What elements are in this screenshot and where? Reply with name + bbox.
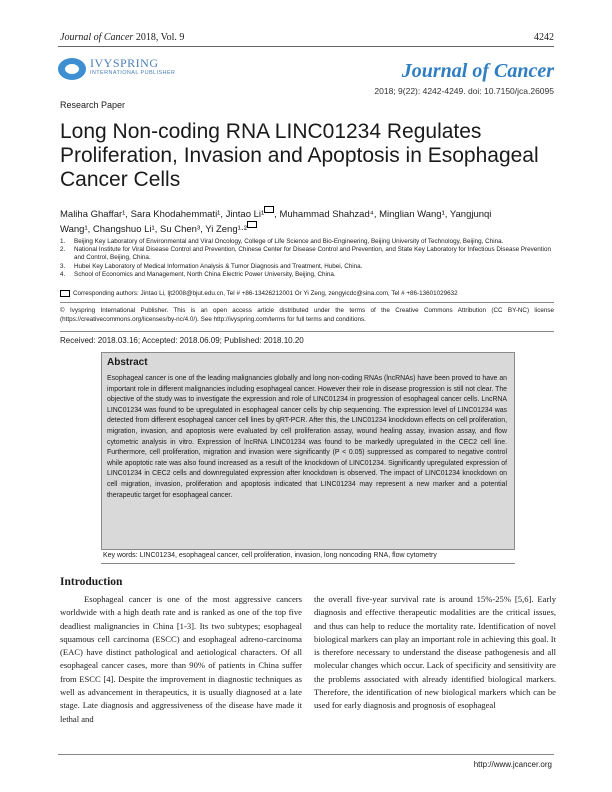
publisher-subtitle: INTERNATIONAL PUBLISHER <box>90 70 176 76</box>
affiliation-item: 3. Hubei Key Laboratory of Medical Information Analysis & Tumor Diagnosis and Treatment, Hubei, China. <box>60 262 363 270</box>
envelope-icon <box>264 206 274 213</box>
body-column-right: the overall five-year survival rate is around 15%-25% [5,6]. Early diagnosis and effective therapeutic modalities are the critical issues, and thus can help to reduce the mortality rate. Identification of novel biological markers can play an important role in achieving this goal. It is therefore necessary to understand the disease pathogenesis and all molecular changes which occur. Lack of specificity and sensitivity are the problems associated with already identified biological markers. Therefore, the identification of new biological markers which can be used for early diagnosis and prognosis of esophageal <box>314 594 556 711</box>
footer-rule <box>58 754 554 755</box>
running-header-journal: Journal of Cancer 2018, Vol. 9 <box>60 32 185 43</box>
article-title: Long Non-coding RNA LINC01234 Regulates Proliferation, Invasion and Apoptosis in Esophageal Cancer Cells <box>60 120 539 191</box>
page-number: 4242 <box>534 32 554 43</box>
author-list <box>60 206 560 236</box>
affiliation-item: 4. School of Economics and Management, North China Electric Power University, Beijing, China. <box>60 270 336 278</box>
publication-dates: Received: 2018.03.16; Accepted: 2018.06.09; Published: 2018.10.20 <box>60 336 304 345</box>
envelope-icon <box>60 290 70 297</box>
affiliations <box>60 238 560 279</box>
authors-line-2: Wang¹, Changshuo Li¹, Su Chen³, Yi Zeng¹·² <box>60 224 248 236</box>
envelope-icon <box>247 221 257 228</box>
authors-line-1: Maliha Ghaffar¹, Sara Khodahemmati¹, Jintao Li¹ <box>60 209 265 221</box>
divider <box>60 302 554 303</box>
ivyspring-emblem-icon <box>58 58 86 80</box>
corresponding-authors: Corresponding authors: Jintao Li, ljt2008@bjut.edu.cn, Tel # +86-13426212001 Or Yi Zeng, zengyicdc@sina.com, Tel # +86-13601029632 <box>60 290 560 297</box>
divider <box>101 563 515 564</box>
license-statement: © Ivyspring International Publisher. This is an open access article distributed under the terms of the Creative Commons Attribution (CC BY-NC) license (https://creativecommons.org/licenses/by-nc/4.0/). See http://ivyspring.com/terms for full terms and conditions. <box>60 307 554 323</box>
running-header-volume: 2018, Vol. 9 <box>133 32 185 43</box>
keywords: Key words: LINC01234, esophageal cancer, cell proliferation, invasion, long noncoding RNA, flow cytometry <box>103 552 437 559</box>
abstract-heading: Abstract <box>107 357 148 368</box>
ivyspring-logo <box>58 56 208 84</box>
authors-line-1b: , Muhammad Shahzad⁴, Minglian Wang¹, Yangjunqi <box>274 209 492 221</box>
divider <box>60 331 554 332</box>
body-column-left: Esophageal cancer is one of the most aggressive cancers worldwide with a high death rate and is ranked as one of the top five deadliest malignancies in China [1-3]. Its two subtypes; esophageal squamous cell carcinoma (ESCC) and esophageal adreno-carcinoma (EAC) have distinct pathological and aetiological characters. Of all esophageal cancer cases, more than 90% of patients in China suffer from ESCC [4]. Despite the improvement in diagnostic techniques as well as advancement in therapeutics, it is usually diagnosed at a late stage. Late diagnosis and aggressiveness of the disease have made it lethal and <box>60 594 302 724</box>
journal-title-logo: Journal of Cancer <box>401 60 554 82</box>
article-type: Research Paper <box>60 100 126 110</box>
affiliation-item: 1. Beijing Key Laboratory of Environmental and Viral Oncology, College of Life Science and Bio-Engineering, Beijing University of Technology, Beijing, China. <box>60 238 504 245</box>
publisher-name: IVYSPRING <box>90 56 159 70</box>
abstract-text: Esophageal cancer is one of the leading malignancies globally and long non-coding RNAs (lncRNAs) have been proved to have an important role in different malignancies including esophageal cancer. However their role in disease progression is still not clear. The objective of the study was to investigate the expression and role of LINC01234 in progression of esophageal cancer cells. LncRNA LINC01234 was found to be upregulated in esophageal cancer cells by chip sequencing. The expression level of LINC01234 was detected from different esophageal cancer cell lines by qRT-PCR. After this, the LINC01234 knockdown effects on cell proliferation, migration, invasion, and apoptosis were evaluated by cell proliferation assay, wound healing assay, invasion assay, and flow cytometric analysis in vitro. Expression of lncRNA LINC01234 was found to be markedly upregulated in the CEC2 cell line. Furthermore, cell proliferation, migration and invasion were significantly (P < 0.05) suppressed as compared to negative control while apoptotic rate was also found increased as a result of the knockdown of LINC01234. Significantly upregulated expression of LINC01234 in CEC2 cells and downregulated expression after knockdown is observed. The impact of LINC01234 knockdown on cell migration, invasion, proliferation and apoptosis indicated that LINC01234 may represent a new marker and a potential therapeutic target for esophageal cancer. <box>107 375 508 499</box>
footer-url[interactable]: http://www.jcancer.org <box>473 760 552 769</box>
header-rule <box>58 46 554 47</box>
affiliation-item: 2. National Institute for Viral Disease Control and Prevention, Chinese Center for Disease Control and Prevention, and State Key Laboratory for Infectious Disease Prevention and Control, Beijing, China. <box>60 246 551 262</box>
citation-doi[interactable]: 2018; 9(22): 4242-4249. doi: 10.7150/jca.26095 <box>374 86 554 96</box>
introduction-heading: Introduction <box>60 576 123 588</box>
